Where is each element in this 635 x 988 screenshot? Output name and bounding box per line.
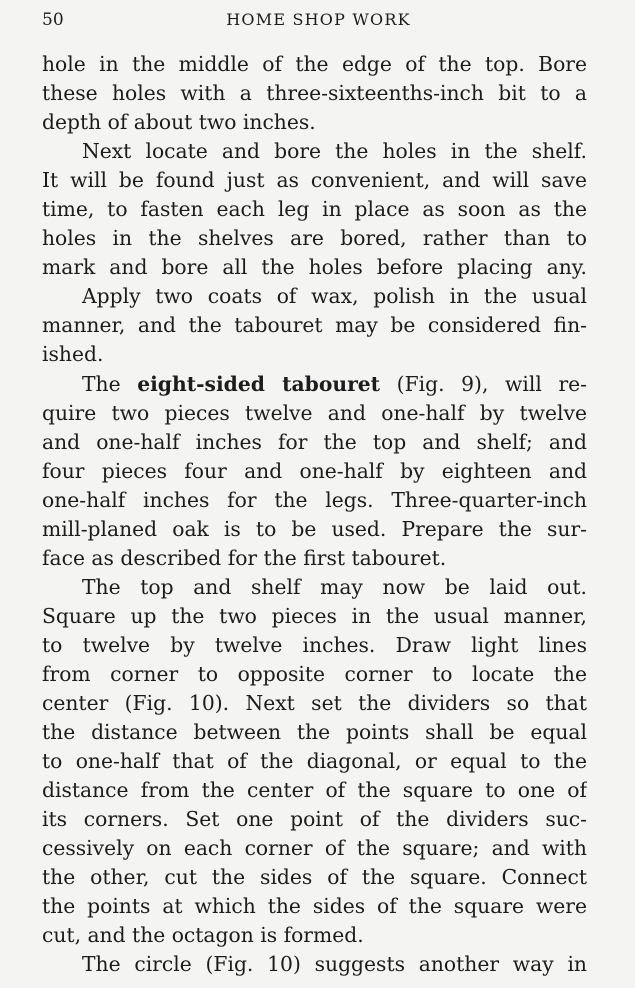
text-line: one-half inches for the legs. Three-quarter-inch — [42, 487, 587, 512]
text-line: four pieces four and one-half by eighteen and — [42, 458, 587, 483]
text-line: The top and shelf may now be laid out. — [82, 574, 587, 599]
text-fragment: (Fig. 9), will re- — [396, 371, 587, 396]
text-line: face as described for the first tabouret. — [42, 545, 447, 570]
text-line: It will be found just as convenient, and will save — [42, 168, 587, 193]
text-line: to one-half that of the diagonal, or equal to the — [42, 749, 587, 774]
text-line: the other, cut the sides of the square. Connect — [42, 865, 587, 890]
page-number: 50 — [42, 10, 64, 30]
text-line: these holes with a three-sixteenths-inch bit to a — [42, 81, 587, 106]
text-line: its corners. Set one point of the dividers suc- — [42, 807, 587, 832]
text-line: center (Fig. 10). Next set the dividers so that — [42, 691, 587, 716]
text-line: ished. — [42, 342, 104, 367]
text-line: manner, and the tabouret may be considered fin- — [42, 313, 587, 338]
text-line: depth of about two inches. — [42, 110, 316, 135]
text-line: Next locate and bore the holes in the shelf. — [82, 139, 587, 164]
text-line: distance from the center of the square to one of — [42, 778, 587, 803]
text-line: cut, and the octagon is formed. — [42, 923, 364, 948]
text-line: time, to fasten each leg in place as soon as the — [42, 197, 587, 222]
text-line: the points at which the sides of the square were — [42, 894, 587, 919]
text-line: hole in the middle of the edge of the top. Bore — [42, 52, 587, 76]
text-line: Square up the two pieces in the usual manner, — [42, 603, 587, 628]
text-line: holes in the shelves are bored, rather than to — [42, 226, 587, 251]
text-fragment: The — [82, 371, 121, 396]
page-header — [42, 10, 595, 34]
text-line: The circle (Fig. 10) suggests another way in — [82, 952, 587, 977]
emphasized-term: eight-sided tabouret — [137, 371, 381, 396]
text-line: mill-planed oak is to be used. Prepare the sur- — [42, 516, 587, 541]
text-line: cessively on each corner of the square; and with — [42, 836, 587, 861]
text-line: mark and bore all the holes before placing any. — [42, 255, 587, 280]
running-head: HOME SHOP WORK — [226, 10, 411, 29]
body-text — [42, 50, 587, 980]
text-line: and one-half inches for the top and shelf; and — [42, 429, 587, 454]
text-line: from corner to opposite corner to locate the — [42, 661, 587, 686]
text-line: quire two pieces twelve and one-half by twelve — [42, 400, 587, 425]
text-line: Apply two coats of wax, polish in the usual — [82, 284, 587, 309]
text-line: to twelve by twelve inches. Draw light lines — [42, 632, 587, 657]
text-line — [42, 370, 587, 399]
text-line: the distance between the points shall be equal — [42, 720, 587, 745]
